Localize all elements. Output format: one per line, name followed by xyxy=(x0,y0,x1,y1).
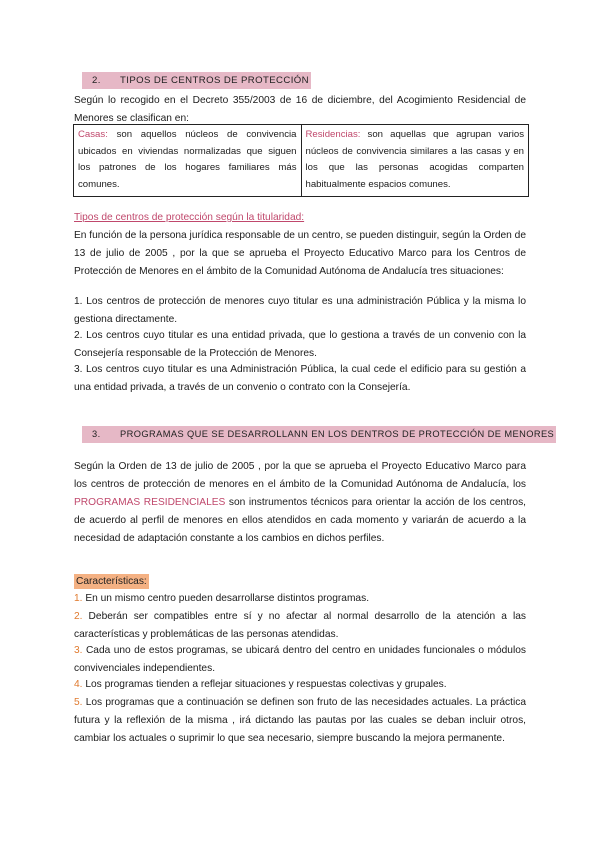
characteristic-num-1: 1. xyxy=(74,593,83,604)
type-cell-residencias xyxy=(301,125,529,197)
type-text-casas: son aquellos núcleos de convivencia ubicados en viviendas normalizadas que siguen los patrones de los hogares familiares más comunes. xyxy=(78,129,297,190)
characteristic-text-2: Deberán ser compatibles entre sí y no afectar al normal desarrollo de la atención a las características y problemáticas de las personas atendidas. xyxy=(74,611,526,640)
characteristics-label: Características: xyxy=(76,576,147,587)
characteristic-text-5: Los programas que a continuación se definen son fruto de las necesidades actuales. La práctica futura y la reflexión de la misma , irá dictando las pautas por las cuales se deban incluir otros, cambiar los actuales o suprimir lo que sea necesario, siempre buscando la mejora permanente. xyxy=(74,697,526,744)
section-2-title: TIPOS DE CENTROS DE PROTECCIÓN xyxy=(120,75,309,86)
section-3-heading xyxy=(82,426,556,443)
characteristic-num-5: 5. xyxy=(74,697,83,708)
characteristic-item-5 xyxy=(74,694,526,748)
ownership-item-3: 3. Los centros cuyo titular es una Administración Pública, la cual cede el edificio para su gestión a una entidad privada, a través de un convenio o contrato con la Consejería. xyxy=(74,364,526,393)
section-3-title: PROGRAMAS QUE SE DESARROLLANN EN LOS DENTROS DE PROTECCIÓN DE MENORES xyxy=(120,429,555,439)
characteristic-item-2 xyxy=(74,608,526,644)
characteristic-item-1 xyxy=(74,590,526,608)
section-3-number: 3. xyxy=(92,429,101,439)
characteristic-text-3: Cada uno de estos programas, se ubicará dentro del centro en unidades funcionales o módulos convivenciales independientes. xyxy=(74,645,526,674)
type-term-casas: Casas: xyxy=(78,129,108,140)
characteristic-num-2: 2. xyxy=(74,611,83,622)
characteristic-num-3: 3. xyxy=(74,645,83,656)
characteristic-item-3 xyxy=(74,642,526,678)
ownership-item-2: 2. Los centros cuyo titular es una entidad privada, que lo gestiona a través de un convenio con la Consejería responsable de la Protección de Menores. xyxy=(74,330,526,359)
programs-highlight: PROGRAMAS RESIDENCIALES xyxy=(74,497,226,508)
section-2-intro: Según lo recogido en el Decreto 355/2003 de 16 de diciembre, del Acogimiento Residencial de Menores se clasifican en: xyxy=(74,95,526,124)
programs-paragraph xyxy=(74,458,526,548)
characteristic-text-4: Los programas tienden a reflejar situaciones y respuestas colectivas y grupales. xyxy=(82,679,447,690)
center-types-table xyxy=(73,124,529,197)
type-text-residencias: son aquellas que agrupan varios núcleos de convivencia similares a las casas y en los que las personas acogidas comparten habitualmente espacios comunes. xyxy=(305,129,524,190)
characteristic-num-4: 4. xyxy=(74,679,83,690)
section-2-number: 2. xyxy=(92,75,101,86)
type-term-residencias: Residencias: xyxy=(305,129,361,140)
programs-text-before: Según la Orden de 13 de julio de 2005 , por la que se aprueba el Proyecto Educativo Marco para los centros de protección de menores en el ámbito de la Comunidad Autónoma de Andalucía, los xyxy=(74,461,526,490)
characteristic-text-1: En un mismo centro pueden desarrollarse distintos programas. xyxy=(82,593,370,604)
ownership-item-1: 1. Los centros de protección de menores cuyo titular es una administración Pública y la misma lo gestiona directamente. xyxy=(74,296,526,325)
programs-text-after: son instrumentos técnicos para orientar la acción de los centros, de acuerdo al perfil de menores en ellos atendidos en cada momento y variarán de acuerdo a la necesidad de adaptación constante a los cambios en dichos perfiles. xyxy=(74,497,526,544)
characteristics-label-wrap xyxy=(74,573,149,591)
ownership-subtitle: Tipos de centros de protección según la titularidad: xyxy=(74,212,305,223)
characteristic-item-4 xyxy=(74,676,526,694)
ownership-paragraph: En función de la persona jurídica responsable de un centro, se pueden distinguir, según la Orden de 13 de julio de 2005 , por la que se aprueba el Proyecto Educativo Marco para los Centros de Protección de Menores en el ámbito de la Comunidad Autónoma de Andalucía tres situaciones: xyxy=(74,230,526,277)
section-2-heading xyxy=(82,72,311,89)
type-cell-casas xyxy=(74,125,302,197)
